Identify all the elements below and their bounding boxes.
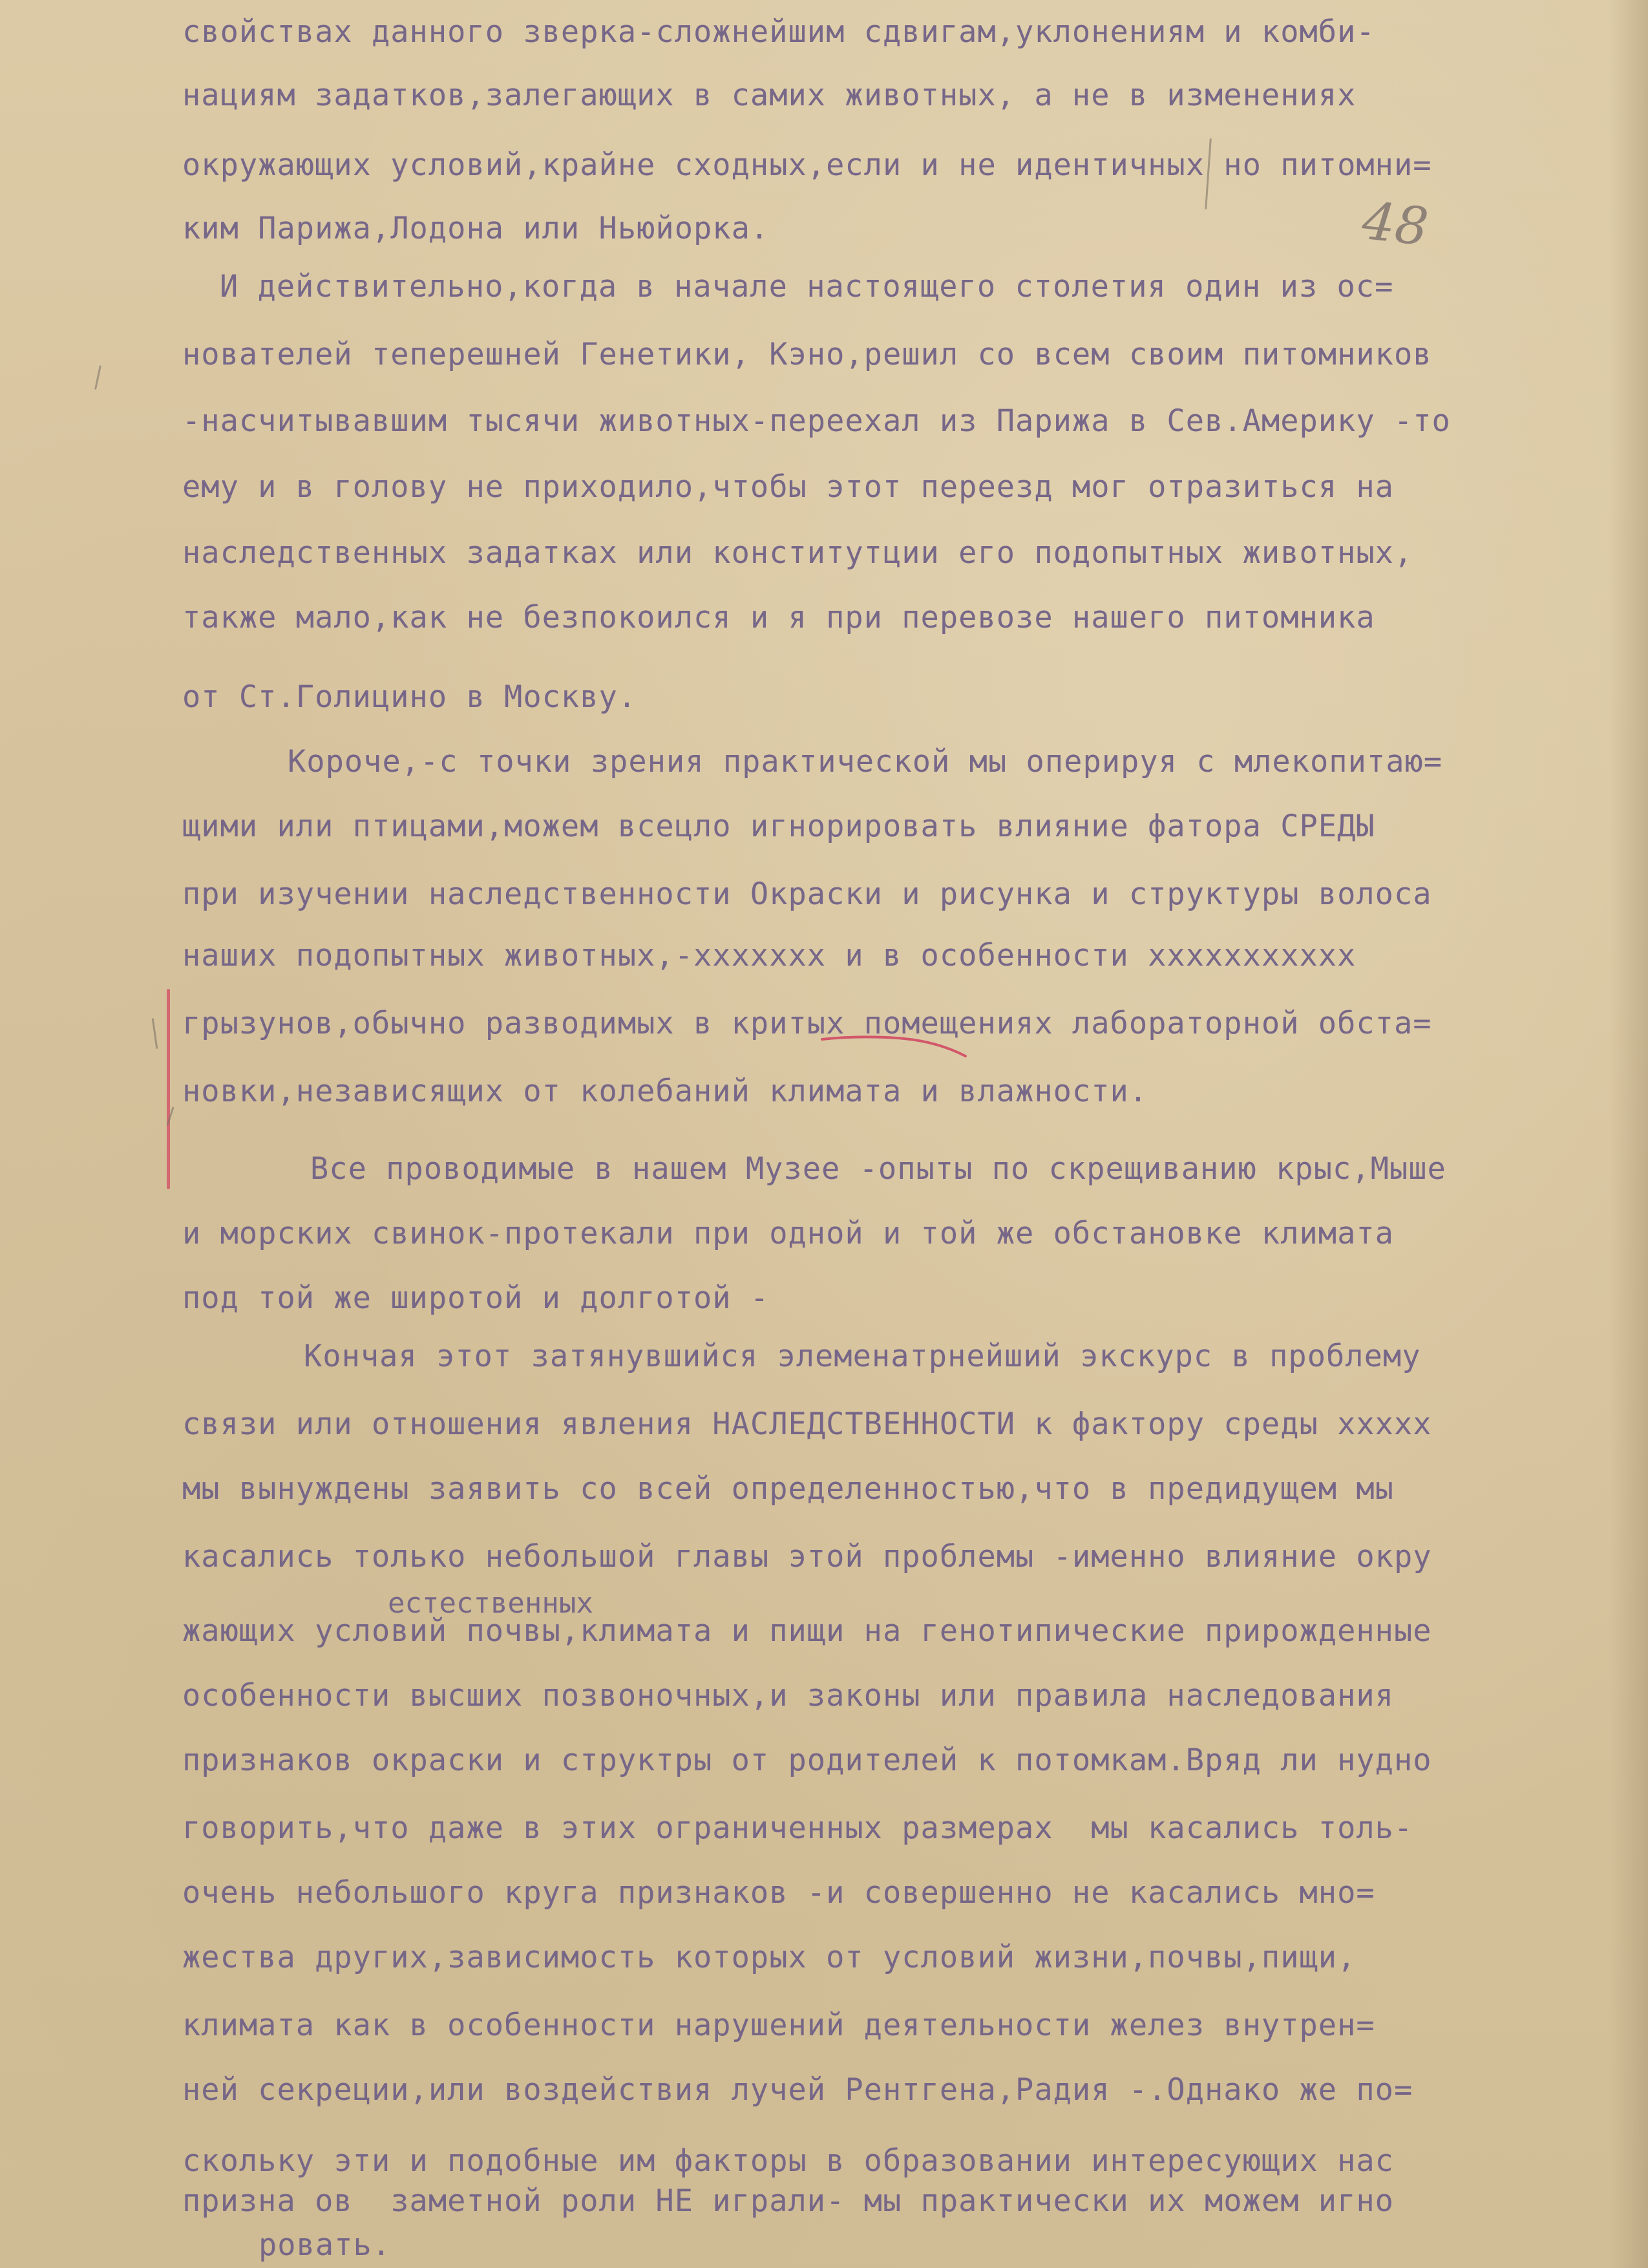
text-line: касались только небольшой главы этой проблемы -именно влияние окру: [182, 1539, 1432, 1574]
text-line: очень небольшого круга признаков -и совершенно не касались мно=: [182, 1875, 1375, 1911]
text-line: под той же широтой и долготой -: [182, 1280, 770, 1316]
text-line: скольку эти и подобные им факторы в образовании интересующих нас: [182, 2143, 1394, 2179]
pencil-tick-mark: [94, 365, 101, 390]
text-line: признаков окраски и структры от родителей к потомкам.Вряд ли нудно: [182, 1743, 1432, 1778]
text-line: Короче,-с точки зрения практической мы оперируя с млекопитаю=: [288, 744, 1443, 779]
text-line: окружающих условий,крайне сходных,если и не идентичных но питомни=: [182, 147, 1432, 183]
text-line: и морских свинок-протекали при одной и той же обстановке климата: [182, 1216, 1394, 1251]
text-line: ней секреции,или воздействия лучей Рентгена,Радия -.Однако же по=: [182, 2072, 1413, 2108]
red-pencil-margin-mark: [167, 989, 170, 1189]
text-line: свойствах данного зверка-сложнейшим сдвигам,уклонениям и комби-: [182, 14, 1375, 50]
text-line: наших подопытных животных,-xxxxxxx и в особенности xxxxxxxxxxx: [182, 938, 1357, 973]
text-line: -насчитывавшим тысячи животных-переехал из Парижа в Сев.Америку -то: [182, 403, 1451, 439]
text-line: грызунов,обычно разводимых в критых помещениях лабораторной обста=: [182, 1006, 1432, 1041]
text-line: жающих условий почвы,климата и пищи на генотипические прирожденные: [182, 1613, 1432, 1649]
text-line: Кончая этот затянувшийся элеменатрнейший экскурс в проблему: [304, 1339, 1421, 1374]
text-line: нователей теперешней Генетики, Кэно,решил со всем своим питомников: [182, 337, 1432, 372]
text-line: И действительно,когда в начале настоящего столетия один из ос=: [220, 269, 1394, 304]
text-line: от Ст.Голицино в Москву.: [182, 679, 637, 715]
text-line: говорить,что даже в этих ограниченных размерах мы касались толь-: [182, 1810, 1413, 1846]
text-line: Все проводимые в нашем Музее -опыты по скрещиванию крыс,Мыше: [310, 1151, 1446, 1187]
text-line: ему и в голову не приходило,чтобы этот переезд мог отразиться на: [182, 469, 1394, 505]
text-line: также мало,как не безпокоился и я при перевозе нашего питомника: [182, 600, 1375, 635]
text-line: новки,независящих от колебаний климата и влажности.: [182, 1074, 1148, 1109]
text-line: климата как в особенности нарушений деятельности желез внутрен=: [182, 2008, 1375, 2043]
text-line: нациям задатков,залегающих в самих животных, а не в изменениях: [182, 78, 1357, 113]
text-line: при изучении наследственности Окраски и рисунка и структуры волоса: [182, 876, 1432, 912]
text-line: ким Парижа,Лодона или Ньюйорка.: [182, 211, 770, 246]
page-number: 48: [1359, 190, 1431, 258]
text-line: мы вынуждены заявить со всей определенностью,что в предидущем мы: [182, 1471, 1394, 1507]
text-line: призна ов заметной роли НЕ играли- мы практически их можем игно: [182, 2183, 1394, 2219]
text-line: ровать.: [259, 2227, 392, 2263]
text-line: связи или отношения явления НАСЛЕДСТВЕННОСТИ к фактору среды xxxxx: [182, 1406, 1432, 1442]
interline-insertion: естественных: [388, 1587, 593, 1620]
text-line: наследственных задатках или конститутции его подопытных животных,: [182, 535, 1413, 571]
pencil-tick-mark: [152, 1018, 158, 1049]
text-line: особенности высших позвоночных,и законы или правила наследования: [182, 1678, 1394, 1713]
text-line: жества других,зависимость которых от условий жизни,почвы,пищи,: [182, 1940, 1357, 1975]
text-line: щими или птицами,можем всецло игнорировать влияние фатора СРЕДЫ: [182, 809, 1375, 844]
paper-edge-shadow: [1609, 0, 1648, 2268]
